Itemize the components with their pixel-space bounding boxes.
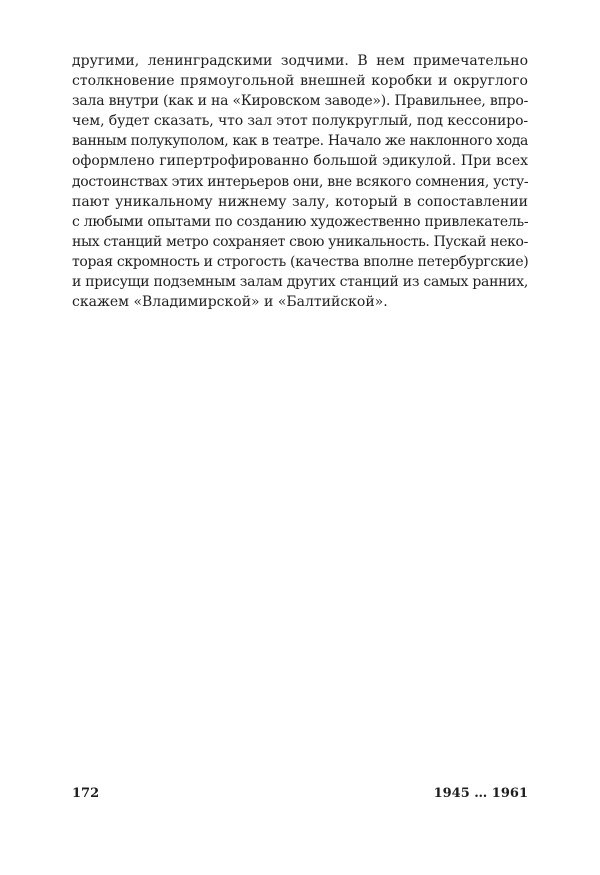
text-line: ванным полукуполом, как в театре. Начало же наклонного хода (72, 133, 528, 150)
body-text (72, 51, 528, 312)
text-line: зала внутри (как и на «Кировском заводе»). Правильнее, впро- (72, 93, 529, 110)
text-line: достоинствах этих интерьеров они, вне всякого сомнения, усту- (72, 173, 529, 190)
text-line: чем, будет сказать, что зал этот полукруглый, под кессониро- (72, 113, 528, 130)
page-number: 172 (72, 786, 100, 801)
text-line: столкновение прямоугольной внешней коробки и округлого (72, 73, 528, 90)
text-line: пают уникальному нижнему залу, который в сопоставлении (72, 193, 528, 210)
text-line: с любыми опытами по созданию художественно привлекатель- (72, 213, 529, 230)
text-line: торая скромность и строгость (качества вполне петербургские) (72, 253, 529, 270)
text-line: и присущи подземным залам других станций из самых ранних, (72, 274, 528, 291)
text-line: ных станций метро сохраняет свою уникальность. Пускай неко- (72, 233, 528, 250)
text-line: скажем «Владимирской» и «Балтийской». (72, 294, 388, 311)
text-line: оформлено гипертрофированно большой эдикулой. При всех (72, 153, 528, 170)
running-head: 1945 … 1961 (433, 786, 528, 801)
text-line: другими, ленинградскими зодчими. В нем примечательно (72, 53, 528, 69)
